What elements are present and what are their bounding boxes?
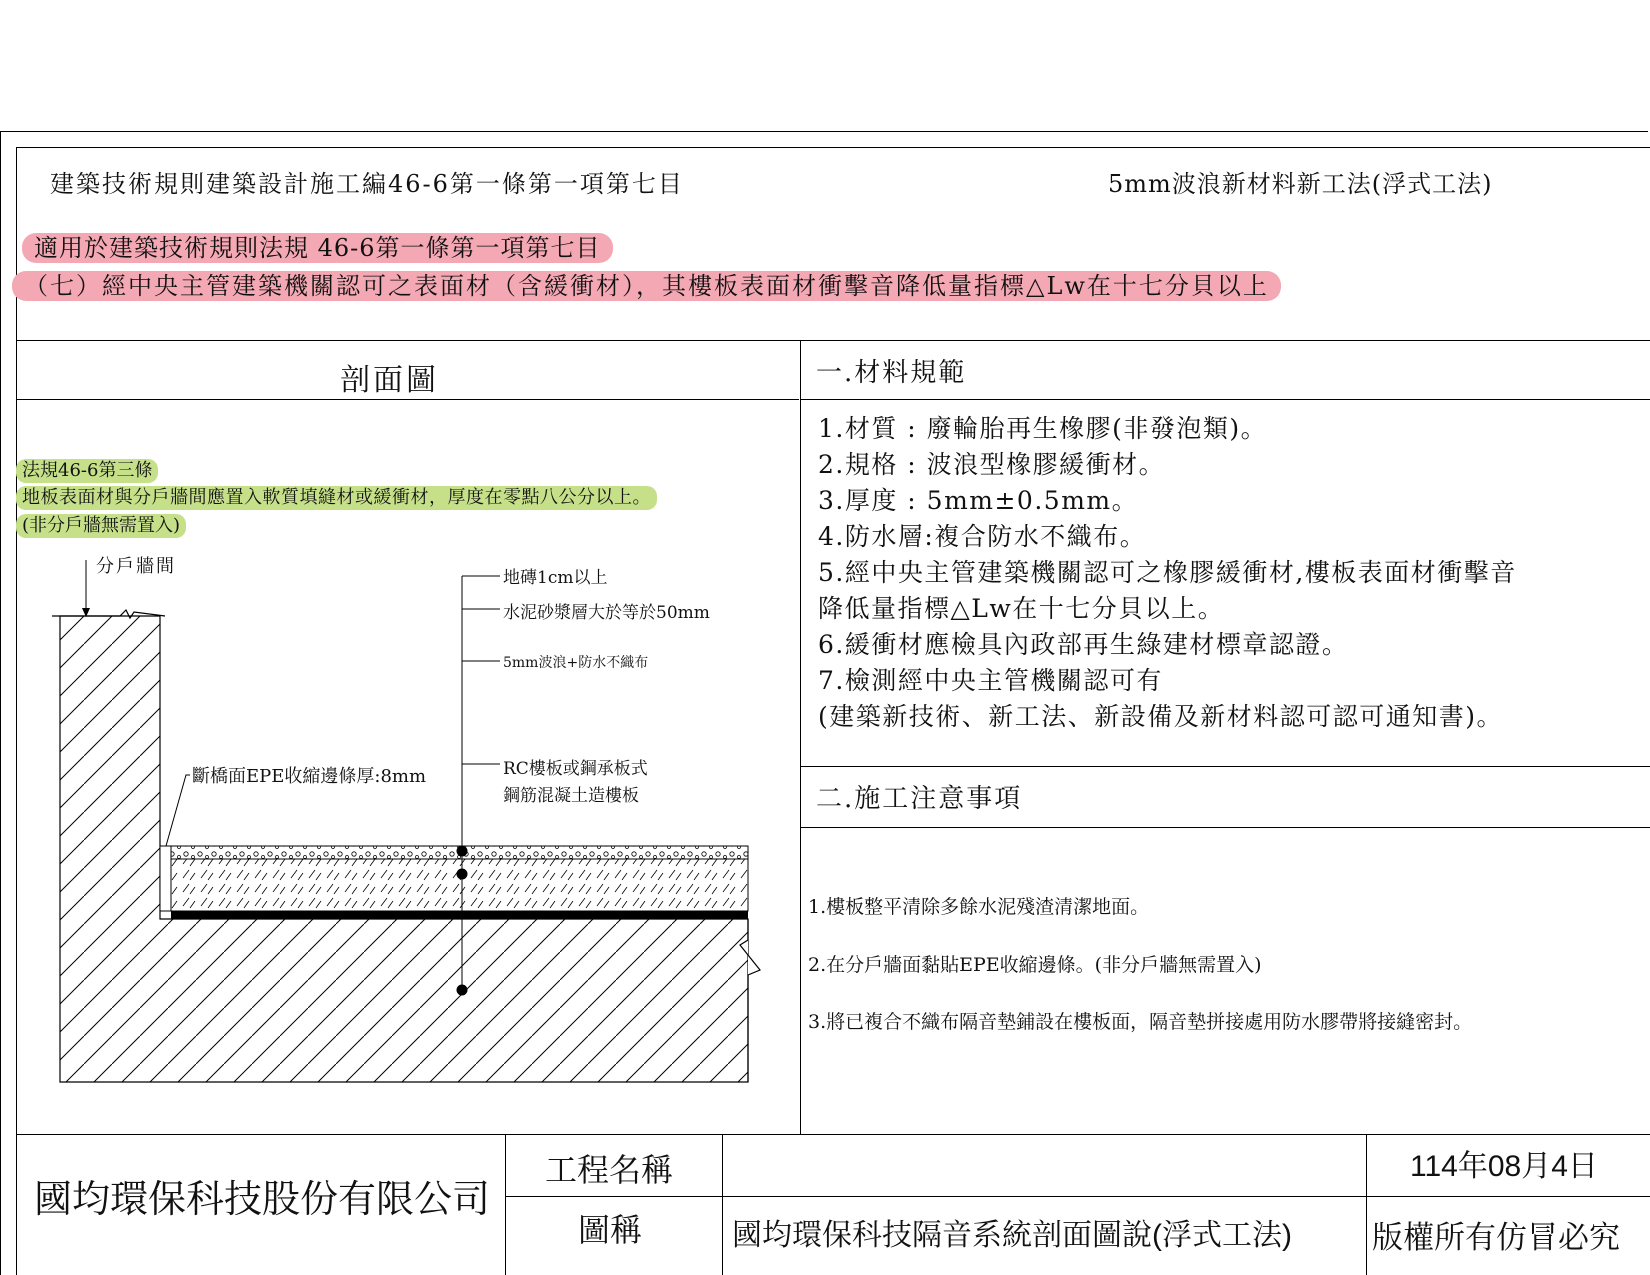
divider-vertical: [800, 340, 801, 1135]
copyright: 版權所有仿冒必究: [1372, 1220, 1620, 1255]
layer-label-slab-2: 鋼筋混凝土造樓板: [503, 786, 639, 806]
divider-construction-title: [800, 827, 1650, 828]
materials-item: 降低量指標△Lw在十七分貝以上。: [818, 594, 1225, 623]
drawing-name: 國均環保科技隔音系統剖面圖說(浮式工法): [732, 1219, 1292, 1252]
materials-item: 3.厚度 : 5mm±0.5mm。: [818, 486, 1139, 515]
divider-title-block: [16, 1134, 1650, 1135]
materials-item: 1.材質 : 廢輪胎再生橡膠(非發泡類)。: [818, 414, 1268, 443]
method-title: 5mm波浪新材料新工法(浮式工法): [1108, 170, 1493, 198]
applicable-regulation: 適用於建築技術規則法規 46-6第一條第一項第七目: [22, 233, 613, 263]
construction-item: 2.在分戶牆面黏貼EPE收縮邊條。(非分戶牆無需置入): [808, 954, 1262, 976]
drawing-label: 圖稱: [578, 1212, 643, 1248]
materials-item: 7.檢測經中央主管機關認可有: [818, 666, 1163, 695]
wall-label: 分戶牆間: [96, 556, 176, 577]
tb-divider-2: [722, 1134, 723, 1275]
rule-text: 地板表面材與分戶牆間應置入軟質填縫材或緩衝材，厚度在零點八公分以上。: [16, 486, 657, 510]
mortar-layer: [171, 859, 748, 911]
date: 114年08月4日: [1410, 1150, 1598, 1183]
tb-divider-3: [1366, 1134, 1367, 1275]
materials-list: [818, 411, 1517, 735]
materials-item: 2.規格 : 波浪型橡膠緩衝材。: [818, 450, 1166, 479]
edge-strip-label: 斷橋面EPE收縮邊條厚:8mm: [192, 766, 427, 787]
regulation-reference: 建築技術規則建築設計施工編46-6第一條第一項第七目: [50, 170, 684, 198]
rule-note: (非分戶牆無需置入): [16, 514, 186, 538]
layer-label-buffer: 5mm波浪+防水不織布: [503, 655, 649, 671]
materials-item: (建築新技術、新工法、新設備及新材料認可認可通知書)。: [818, 702, 1504, 731]
layer-label-tile: 地磚1cm以上: [503, 568, 608, 588]
section-title: 剖面圖: [340, 363, 439, 398]
materials-item: 4.防水層:複合防水不織布。: [818, 522, 1147, 551]
construction-item: 3.將已複合不織布隔音墊鋪設在樓板面，隔音墊拼接處用防水膠帶將接縫密封。: [808, 1011, 1473, 1033]
layer-label-slab-1: RC樓板或鋼承板式: [503, 759, 648, 779]
company-name: 國均環保科技股份有限公司: [34, 1179, 491, 1221]
divider-construction-top: [800, 766, 1650, 767]
materials-title: 一.材料規範: [816, 358, 967, 388]
buffer-layer: [171, 911, 748, 919]
divider-materials-title: [800, 399, 1650, 400]
layer-label-mortar: 水泥砂漿層大於等於50mm: [503, 603, 710, 623]
materials-item: 6.緩衝材應檢具內政部再生綠建材標章認證。: [818, 630, 1349, 659]
rule-title: 法規46-6第三條: [16, 459, 158, 483]
project-label: 工程名稱: [545, 1152, 674, 1188]
materials-item: 5.經中央主管建築機關認可之橡膠緩衝材,樓板表面材衝擊音: [818, 558, 1517, 587]
regulation-clause: （七）經中央主管建築機關認可之表面材（含緩衝材），其樓板表面材衝擊音降低量指標△Lw在十七分貝以上: [12, 271, 1281, 301]
construction-title: 二.施工注意事項: [816, 784, 1023, 814]
tb-divider-row: [505, 1196, 1650, 1197]
epe-edge-strip: [160, 846, 171, 911]
tb-divider-1: [505, 1134, 506, 1275]
construction-item: 1.樓板整平清除多餘水泥殘渣清潔地面。: [808, 896, 1150, 918]
